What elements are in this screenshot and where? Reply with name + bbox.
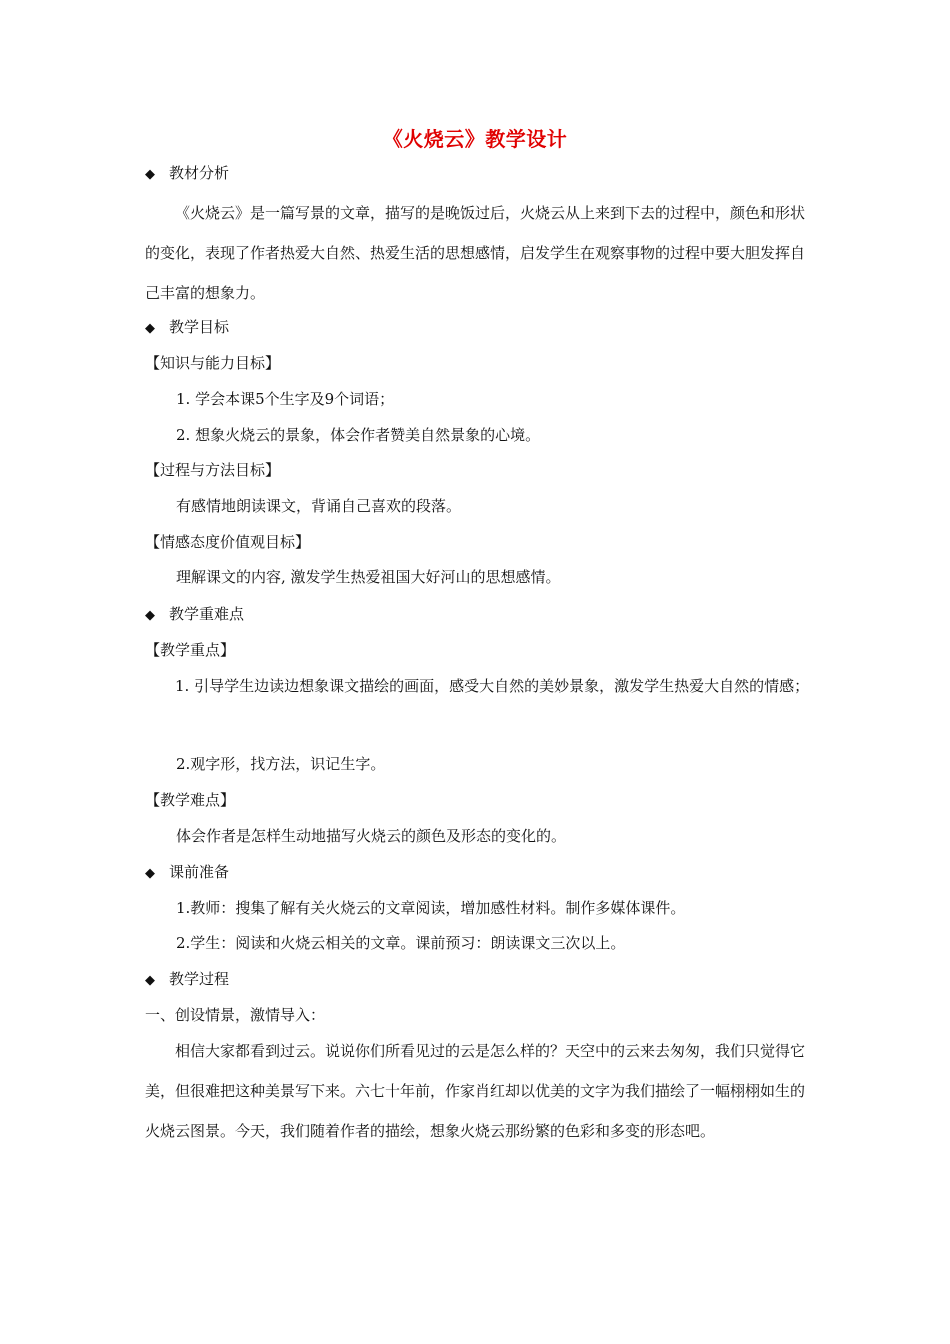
section-heading-key-points: ◆ 教学重难点 <box>145 604 815 626</box>
section-heading-process: ◆ 教学过程 <box>145 969 815 991</box>
key-point-item: 2.观字形，找方法，识记生字。 <box>176 755 386 773</box>
emotion-goal-text: 理解课文的内容, 激发学生热爱祖国大好河山的思想感情。 <box>176 568 561 586</box>
diamond-bullet-icon: ◆ <box>145 608 155 623</box>
diamond-bullet-icon: ◆ <box>145 866 155 881</box>
process-goal-text: 有感情地朗读课文，背诵自己喜欢的段落。 <box>176 497 462 515</box>
intro-paragraph: 相信大家都看到过云。说说你们所看见过的云是怎么样的？天空中的云来去匆匆，我们只觉得它美，但很难把这种美景写下来。六七十年前，作家肖红却以优美的文字为我们描绘了一幅栩栩如生的火烧云图景。今天，我们随着作者的描绘，想象火烧云那纷繁的色彩和多变的形态吧。 <box>145 1042 806 1140</box>
process-goal-label: 【过程与方法目标】 <box>145 461 281 479</box>
difficulty-text: 体会作者是怎样生动地描写火烧云的颜色及形态的变化的。 <box>176 827 567 845</box>
preparation-item: 1.教师：搜集了解有关火烧云的文章阅读，增加感性材料。制作多媒体课件。 <box>176 899 686 917</box>
diamond-bullet-icon: ◆ <box>145 973 155 988</box>
process-step-heading: 一、创设情景，激情导入： <box>145 1006 326 1024</box>
knowledge-goal-label: 【知识与能力目标】 <box>145 354 281 372</box>
preparation-item: 2.学生：阅读和火烧云相关的文章。课前预习：朗读课文三次以上。 <box>176 934 626 952</box>
difficulty-label: 【教学难点】 <box>145 791 236 809</box>
analysis-paragraph: 《火烧云》是一篇写景的文章，描写的是晚饭过后，火烧云从上来到下去的过程中，颜色和形状的变化，表现了作者热爱大自然、热爱生活的思想感情，启发学生在观察事物的过程中要大胆发挥自己丰富的想象力。 <box>145 204 806 302</box>
section-heading-analysis: ◆ 教材分析 <box>145 163 815 185</box>
knowledge-goal-item: 1. 学会本课5个生字及9个词语； <box>176 390 395 408</box>
key-point-label: 【教学重点】 <box>145 641 236 659</box>
knowledge-goal-item: 2. 想象火烧云的景象，体会作者赞美自然景象的心境。 <box>176 426 541 444</box>
key-point-item: 1. 引导学生边读边想象课文描绘的画面，感受大自然的美妙景象，激发学生热爱大自然的情感； <box>175 677 810 695</box>
diamond-bullet-icon: ◆ <box>145 321 155 336</box>
section-heading-preparation: ◆ 课前准备 <box>145 862 815 884</box>
diamond-bullet-icon: ◆ <box>145 167 155 182</box>
section-heading-goals: ◆ 教学目标 <box>145 317 815 339</box>
page-title: 《火烧云》教学设计 <box>382 127 568 151</box>
emotion-goal-label: 【情感态度价值观目标】 <box>145 533 311 551</box>
